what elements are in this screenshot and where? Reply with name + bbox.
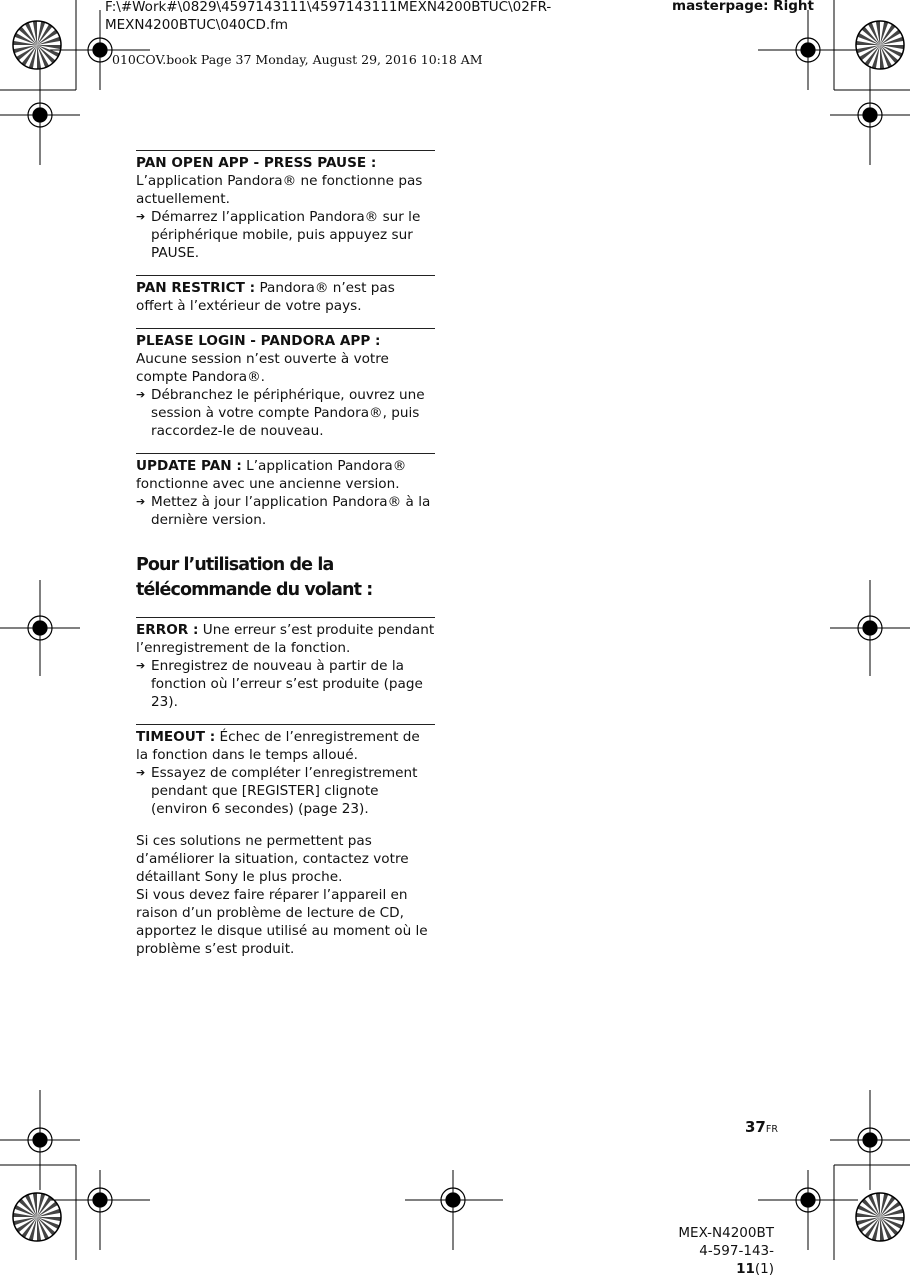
message-text: Aucune session n’est ouverte à votre compte Pandora®. [136, 351, 389, 385]
masterpage-label: masterpage: Right [672, 0, 814, 14]
page-number [745, 1118, 778, 1136]
remedy-item [136, 657, 435, 711]
message-entry [136, 724, 435, 818]
message-description [136, 332, 435, 386]
remedy-item [136, 208, 435, 262]
radial-target-icon [856, 1193, 904, 1241]
remedy-text: Mettez à jour l’application Pandora® à la dernière version. [151, 494, 431, 528]
model-info [672, 1224, 774, 1278]
arrow-right-icon: ➔ [136, 766, 146, 779]
message-text: Échec de l’enregistrement de la fonction dans le temps alloué. [136, 729, 420, 763]
message-entry [136, 150, 435, 262]
part-code-bold: 11 [736, 1261, 755, 1277]
remedy-text: Essayez de compléter l’enregistrement pendant que [REGISTER] clignote (environ 6 secondes) (page 23). [151, 765, 418, 817]
part-code-prefix: 4-597-143- [699, 1243, 774, 1259]
radial-target-icon [856, 21, 904, 69]
part-code [672, 1242, 774, 1278]
message-entry [136, 453, 435, 529]
message-term: UPDATE PAN : [136, 458, 242, 474]
page-number-value: 37 [745, 1118, 766, 1136]
radial-target-icon [13, 21, 61, 69]
remedy-item [136, 493, 435, 529]
message-description [136, 728, 435, 764]
radial-target-icon [13, 1193, 61, 1241]
message-description [136, 621, 435, 657]
message-term: ERROR : [136, 622, 199, 638]
message-text: L’application Pandora® ne fonctionne pas actuellement. [136, 173, 423, 207]
remedy-item [136, 386, 435, 440]
book-info-line: 010COV.book Page 37 Monday, August 29, 2016 10:18 AM [112, 52, 483, 67]
remedy-text: Enregistrez de nouveau à partir de la fonction où l’erreur s’est produite (page 23). [151, 658, 423, 710]
closing-note [136, 832, 435, 958]
message-list [136, 150, 435, 529]
remedy-item [136, 764, 435, 818]
main-column [136, 150, 435, 958]
file-path-line2: MEXN4200BTUC\040CD.fm [105, 17, 289, 33]
message-entry [136, 328, 435, 440]
arrow-right-icon: ➔ [136, 388, 146, 401]
arrow-right-icon: ➔ [136, 659, 146, 672]
arrow-right-icon: ➔ [136, 495, 146, 508]
message-text: Pandora® n’est pas offert à l’extérieur de votre pays. [136, 280, 395, 314]
message-list-steering [136, 617, 435, 818]
message-entry [136, 275, 435, 315]
arrow-right-icon: ➔ [136, 210, 146, 223]
message-entry [136, 617, 435, 711]
message-description [136, 279, 435, 315]
message-term: PAN OPEN APP - PRESS PAUSE : [136, 155, 377, 171]
message-term: PLEASE LOGIN - PANDORA APP : [136, 333, 381, 349]
closing-paragraph-2: Si vous devez faire réparer l’appareil en raison d’un problème de lecture de CD, apportez le disque utilisé au moment où le problème s’est produit. [136, 887, 428, 957]
section-heading: Pour l’utilisation de la télécommande du volant : [136, 555, 373, 600]
page-language-suffix: FR [765, 1124, 778, 1135]
closing-paragraph-1: Si ces solutions ne permettent pas d’améliorer la situation, contactez votre détaillant Sony le plus proche. [136, 833, 409, 885]
file-path [105, 0, 565, 34]
file-path-line1: F:\#Work#\0829\4597143111\4597143111MEXN4200BTUC\02FR- [105, 0, 552, 15]
message-text: L’application Pandora® fonctionne avec une ancienne version. [136, 458, 407, 492]
message-description [136, 154, 435, 208]
remedy-text: Démarrez l’application Pandora® sur le périphérique mobile, puis appuyez sur PAUSE. [151, 209, 421, 261]
remedy-text: Débranchez le périphérique, ouvrez une session à votre compte Pandora®, puis raccordez-le de nouveau. [151, 387, 425, 439]
message-description [136, 457, 435, 493]
model-name: MEX-N4200BT [678, 1225, 774, 1241]
message-term: TIMEOUT : [136, 729, 216, 745]
part-code-suffix: (1) [754, 1261, 774, 1277]
message-text: Une erreur s’est produite pendant l’enregistrement de la fonction. [136, 622, 435, 656]
message-term: PAN RESTRICT : [136, 280, 256, 296]
